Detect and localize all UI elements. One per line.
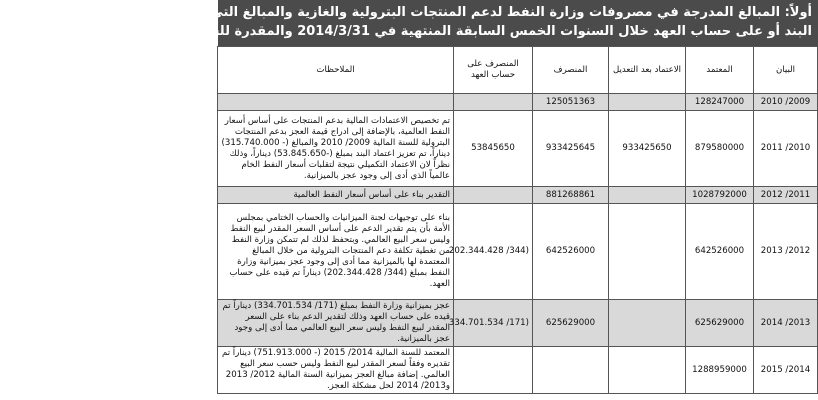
cell-after-adjustment <box>609 204 686 300</box>
cell-after-adjustment <box>609 347 686 394</box>
budget-table <box>217 46 818 394</box>
title-line-2: البند أو على حساب العهد خلال السنوات الخمس السابقة المنتهية في 2014/3/31 والمقدرة للسنة المالية 2014/ 2015 <box>61 24 812 39</box>
cell-approved: 625629000 <box>686 300 754 347</box>
title-line-1: أولاً: المبالغ المدرجة في مصروفات وزارة النفط لدعم المنتجات البترولية والغازية والمبالغ التي تم صرفها فعلاً سواء على حساب <box>0 5 812 20</box>
cell-statement: 2011/ 2012 <box>754 187 818 204</box>
table-row <box>218 300 818 347</box>
cell-spent: 625629000 <box>533 300 609 347</box>
cell-after-adjustment <box>609 94 686 111</box>
cell-approved: 879580000 <box>686 111 754 187</box>
table-header-row <box>218 47 818 94</box>
cell-approved: 642526000 <box>686 204 754 300</box>
cell-notes: تم تخصيص الاعتمادات المالية بدعم المنتجات على أساس أسعار النفط العالمية، بالإضافة إلى ادراج قيمة العجز بدعم المنتجات البترولية للسنة المالية 2009/ 2010 والمبالغ (- 315.740.000) ديناراً، تم تعزيز اعتماد البند بمبلغ (-53.845.650) ديناراً، وذلك نظراً لان الاعتماد التكميلي نتيجة لتقلبات أسعار النفط الخام عالمياً الذي أدى إلى وجود عجز بالميزانية. <box>218 111 454 187</box>
header-notes: الملاحظات <box>218 47 454 94</box>
cell-spent <box>533 347 609 394</box>
cell-spent-custody: (171/ 334.701.534 <box>454 300 533 347</box>
cell-statement: 2014/ 2015 <box>754 347 818 394</box>
cell-spent: 642526000 <box>533 204 609 300</box>
table-row <box>218 204 818 300</box>
cell-spent: 881268861 <box>533 187 609 204</box>
table-row <box>218 94 818 111</box>
header-spent: المنصرف <box>533 47 609 94</box>
header-approved: المعتمد <box>686 47 754 94</box>
cell-spent: 933425645 <box>533 111 609 187</box>
title-band <box>0 0 818 46</box>
cell-statement: 2012/ 2013 <box>754 204 818 300</box>
cell-spent-custody: 53845650 <box>454 111 533 187</box>
table-row <box>218 111 818 187</box>
cell-notes: بناء على توجيهات لجنة الميزانيات والحساب الختامي بمجلس الأمة بأن يتم تقدير الدعم على أساس السعر المقدر لبيع النفط وليس سعر البيع العالمي. وبتحفظ لذلك لم تتمكن وزارة النفط من تغطية تكلفة دعم المنتجات البترولية من خلال المبالغ المعتمدة لها بالميزانية مما أدى إلى وجود عجز بميزانية وزارة النفط بمبلغ (344/ 202.344.428) ديناراً تم قيده على حساب العهد. <box>218 204 454 300</box>
table-row <box>218 347 818 394</box>
table-row <box>218 187 818 204</box>
cell-statement: 2009/ 2010 <box>754 94 818 111</box>
header-after-adjustment: الاعتماد بعد التعديل <box>609 47 686 94</box>
cell-spent-custody <box>454 94 533 111</box>
cell-statement: 2010/ 2011 <box>754 111 818 187</box>
cell-approved: 1288959000 <box>686 347 754 394</box>
cell-after-adjustment: 933425650 <box>609 111 686 187</box>
cell-after-adjustment <box>609 187 686 204</box>
header-spent-custody: المنصرف على حساب العهد <box>454 47 533 94</box>
header-statement: البيان <box>754 47 818 94</box>
cell-approved: 128247000 <box>686 94 754 111</box>
cell-spent-custody <box>454 187 533 204</box>
cell-notes: المعتمد للسنة المالية 2014/ 2015 (- 751.913.000) ديناراً تم تقديره وفقاً لسعر المقدر لبيع النفط وليس حسب سعر البيع العالمي. إضافة مبالغ العجز بميزانية السنة المالية 2012/ 2013 و2013/ 2014 لحل مشكلة العجز. <box>218 347 454 394</box>
cell-statement: 2013/ 2014 <box>754 300 818 347</box>
cell-approved: 1028792000 <box>686 187 754 204</box>
cell-spent-custody <box>454 347 533 394</box>
cell-notes: عجز بميزانية وزارة النفط بمبلغ (171/ 334.701.534) ديناراً تم قيده على حساب العهد وذلك لتقدير الدعم بناء على السعر المقدر لبيع النفط وليس سعر البيع العالمي مما أدى إلى وجود عجز بالميزانية. <box>218 300 454 347</box>
cell-notes: التقدير بناء على أساس أسعار النفط العالمية <box>218 187 454 204</box>
cell-after-adjustment <box>609 300 686 347</box>
cell-spent: 125051363 <box>533 94 609 111</box>
cell-spent-custody: (344/ 202.344.428 <box>454 204 533 300</box>
cell-notes <box>218 94 454 111</box>
